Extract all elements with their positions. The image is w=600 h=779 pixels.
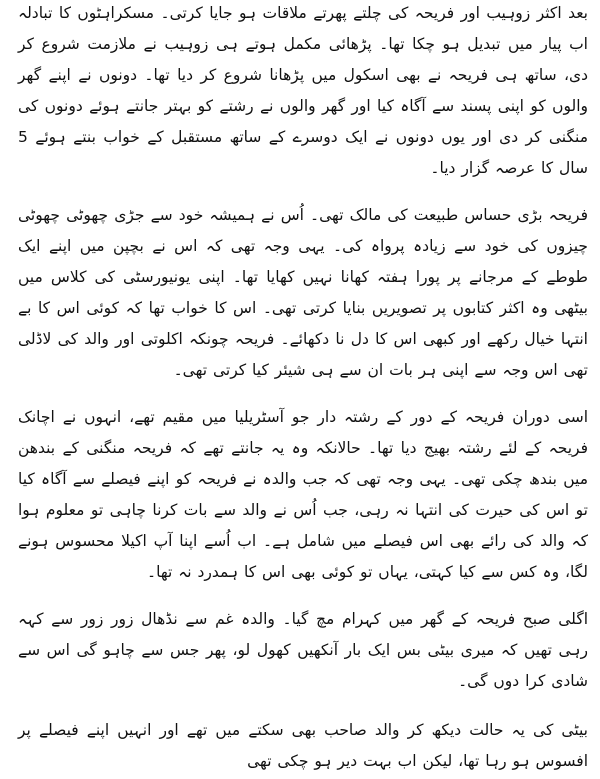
paragraph-1: بعد اکثر زوہیب اور فریحہ کی چلتے پھرتے ملاقات ہو جایا کرتی۔ مسکراہٹوں کا تبادلہ اب پیار میں تبدیل ہو چکا تھا۔ پڑھائی مکمل ہوتے ہی زوہیب نے ملازمت شروع کر دی، ساتھ ہی فریحہ نے بھی اسکول میں پڑھانا شروع کر دیا تھا۔ دونوں نے اپنے گھر والوں کو اپنی پسند سے آگاہ کیا اور گھر والوں نے رشتے کو بہتر جانتے ہوئے دونوں کی منگنی کر دی اور یوں دونوں نے ایک دوسرے کے ساتھ مستقبل کے خواب بنتے ہوئے 5 سال کا عرصہ گزار دیا۔	[18, 4, 588, 177]
paragraph-spacer	[18, 184, 588, 200]
paragraph-spacer	[18, 588, 588, 604]
paragraph-4: اگلی صبح فریحہ کے گھر میں کہرام مچ گیا۔ والدہ غم سے نڈھال زور زور سے کہہ رہی تھیں کہ میری بیٹی بس ایک بار آنکھیں کھول لو، پھر جس سے چاہو گی اس سے شادی کرا دوں گی۔	[18, 610, 588, 690]
paragraph-3: اسی دوران فریحہ کے دور کے رشتہ دار جو آسٹریلیا میں مقیم تھے، انہوں نے اچانک فریحہ کے لئے رشتہ بھیج دیا تھا۔ حالانکہ وہ یہ جانتے تھے کہ فریحہ منگنی کے بندھن میں بندھ چکی تھی۔ یہی وجہ تھی کہ جب والدہ نے فریحہ کو اپنے فیصلے سے آگاہ کیا تو اس کی حیرت کی انتہا نہ رہی، جب اُس نے والد سے بات کرنا چاہی تو معلوم ہوا کہ والد کی رائے بھی اس فیصلے میں شامل ہے۔ اب اُسے اپنا آپ اکیلا محسوس ہونے لگا، وہ کس سے کیا کہتی، یہاں تو کوئی بھی اس کا ہمدرد نہ تھا۔	[18, 408, 588, 581]
paragraph-spacer	[18, 697, 588, 715]
paragraph-5: بیٹی کی یہ حالت دیکھ کر والد صاحب بھی سکتے میں تھے اور انہیں اپنے فیصلے پر افسوس ہو رہا تھا، لیکن اب بہت دیر ہو چکی تھی	[18, 721, 588, 770]
paragraph-spacer	[18, 386, 588, 402]
paragraph-2: فریحہ بڑی حساس طبیعت کی مالک تھی۔ اُس نے ہمیشہ خود سے جڑی چھوٹی چھوٹی چیزوں کی خود سے زیادہ پرواہ کی۔ یہی وجہ تھی کہ اس نے بچپن میں اپنے ایک طوطے کے مرجانے پر پورا ہفتہ کھانا نہیں کھایا تھا۔ اپنی یونیورسٹی کی کلاس میں بیٹھی وہ اکثر کتابوں پر تصویریں بنایا کرتی تھی۔ اس کا خواب تھا کہ کوئی اس کا بے انتہا خیال رکھے اور کبھی اس کا دل نا دکھائے۔ فریحہ چونکہ اکلوتی اور والد کی لاڈلی تھی اس وجہ سے اپنی ہر بات ان سے ہی شیئر کیا کرتی تھی۔	[18, 206, 588, 379]
